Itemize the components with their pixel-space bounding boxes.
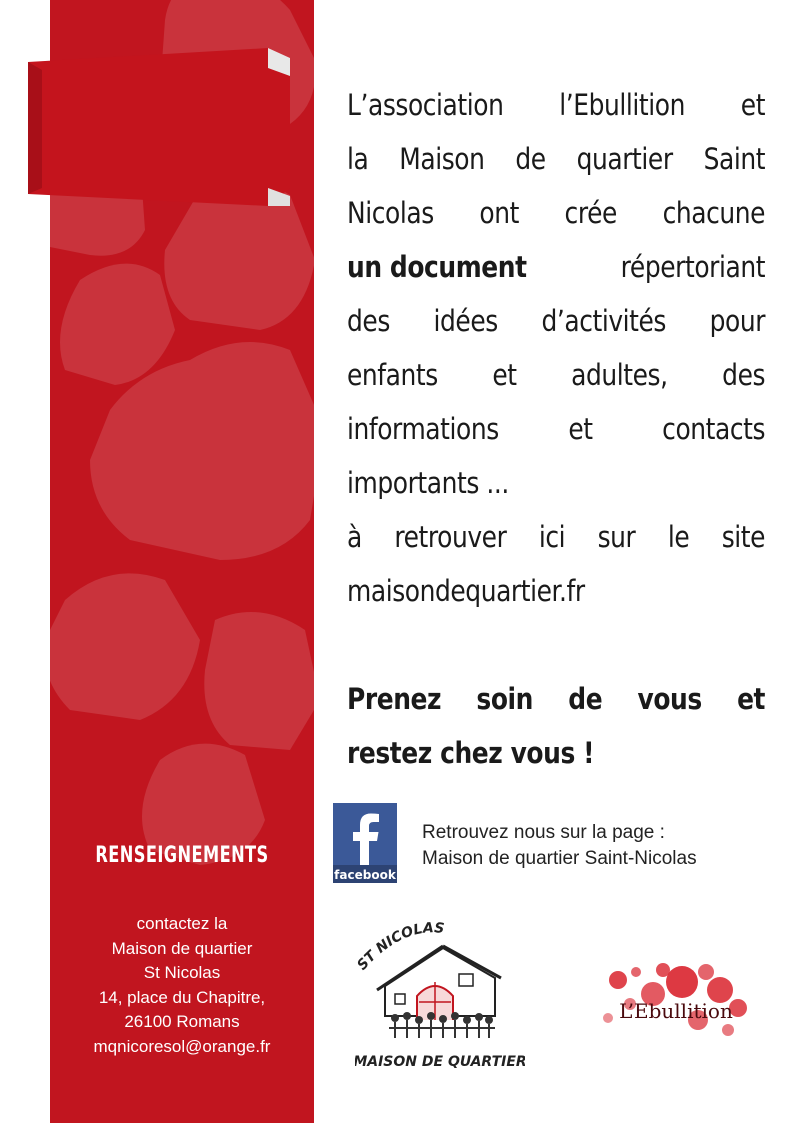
logo-arc-text: ST NICOLAS bbox=[355, 920, 446, 974]
ribbon-banner bbox=[28, 48, 290, 206]
text-line: importants ... bbox=[347, 466, 509, 500]
text-line: informations et contacts bbox=[347, 412, 766, 446]
text-line: enfants et adultes, des bbox=[347, 358, 766, 392]
facebook-info bbox=[422, 820, 697, 872]
facebook-icon[interactable] bbox=[333, 803, 397, 883]
logo-subtitle: MAISON DE QUARTIER bbox=[355, 1054, 525, 1070]
announcement-text bbox=[347, 78, 765, 618]
emphasis-document: un document bbox=[347, 250, 527, 284]
contact-line: 14, place du Chapitre, bbox=[98, 987, 266, 1007]
text-line: Nicolas ont crée chacune bbox=[347, 196, 766, 230]
contact-line: St Nicolas bbox=[143, 963, 221, 982]
ebullition-logo bbox=[578, 960, 774, 1050]
facebook-line-1: Retrouvez nous sur la page : bbox=[422, 822, 665, 843]
svg-text:ST NICOLAS bbox=[355, 920, 445, 973]
text-line: L’association l’Ebullition et bbox=[347, 88, 766, 122]
closing-text bbox=[347, 672, 765, 780]
contact-line: Maison de quartier bbox=[111, 938, 253, 958]
info-title: RENSEIGNEMENTS bbox=[95, 843, 269, 868]
text-line: un document répertoriant bbox=[347, 240, 765, 294]
contact-block bbox=[50, 912, 314, 1059]
ebullition-logo-text: L’Ebullition bbox=[619, 999, 733, 1023]
contact-email[interactable]: mqnicoresol@orange.fr bbox=[93, 1036, 271, 1056]
facebook-page-link[interactable]: Maison de quartier Saint-Nicolas bbox=[422, 848, 697, 869]
maison-de-quartier-logo bbox=[355, 916, 525, 1076]
facebook-logo-text: facebook bbox=[334, 868, 396, 882]
contact-line: 26100 Romans bbox=[124, 1012, 240, 1031]
text-line: à retrouver ici sur le site bbox=[347, 520, 766, 554]
website-link[interactable]: maisondequartier.fr bbox=[347, 574, 585, 608]
text-line: la Maison de quartier Saint bbox=[347, 142, 766, 176]
text-line: restez chez vous ! bbox=[347, 736, 595, 770]
text-line: des idées d’activités pour bbox=[347, 304, 766, 338]
contact-line: contactez la bbox=[136, 914, 228, 933]
text-line: Prenez soin de vous et bbox=[347, 682, 766, 716]
